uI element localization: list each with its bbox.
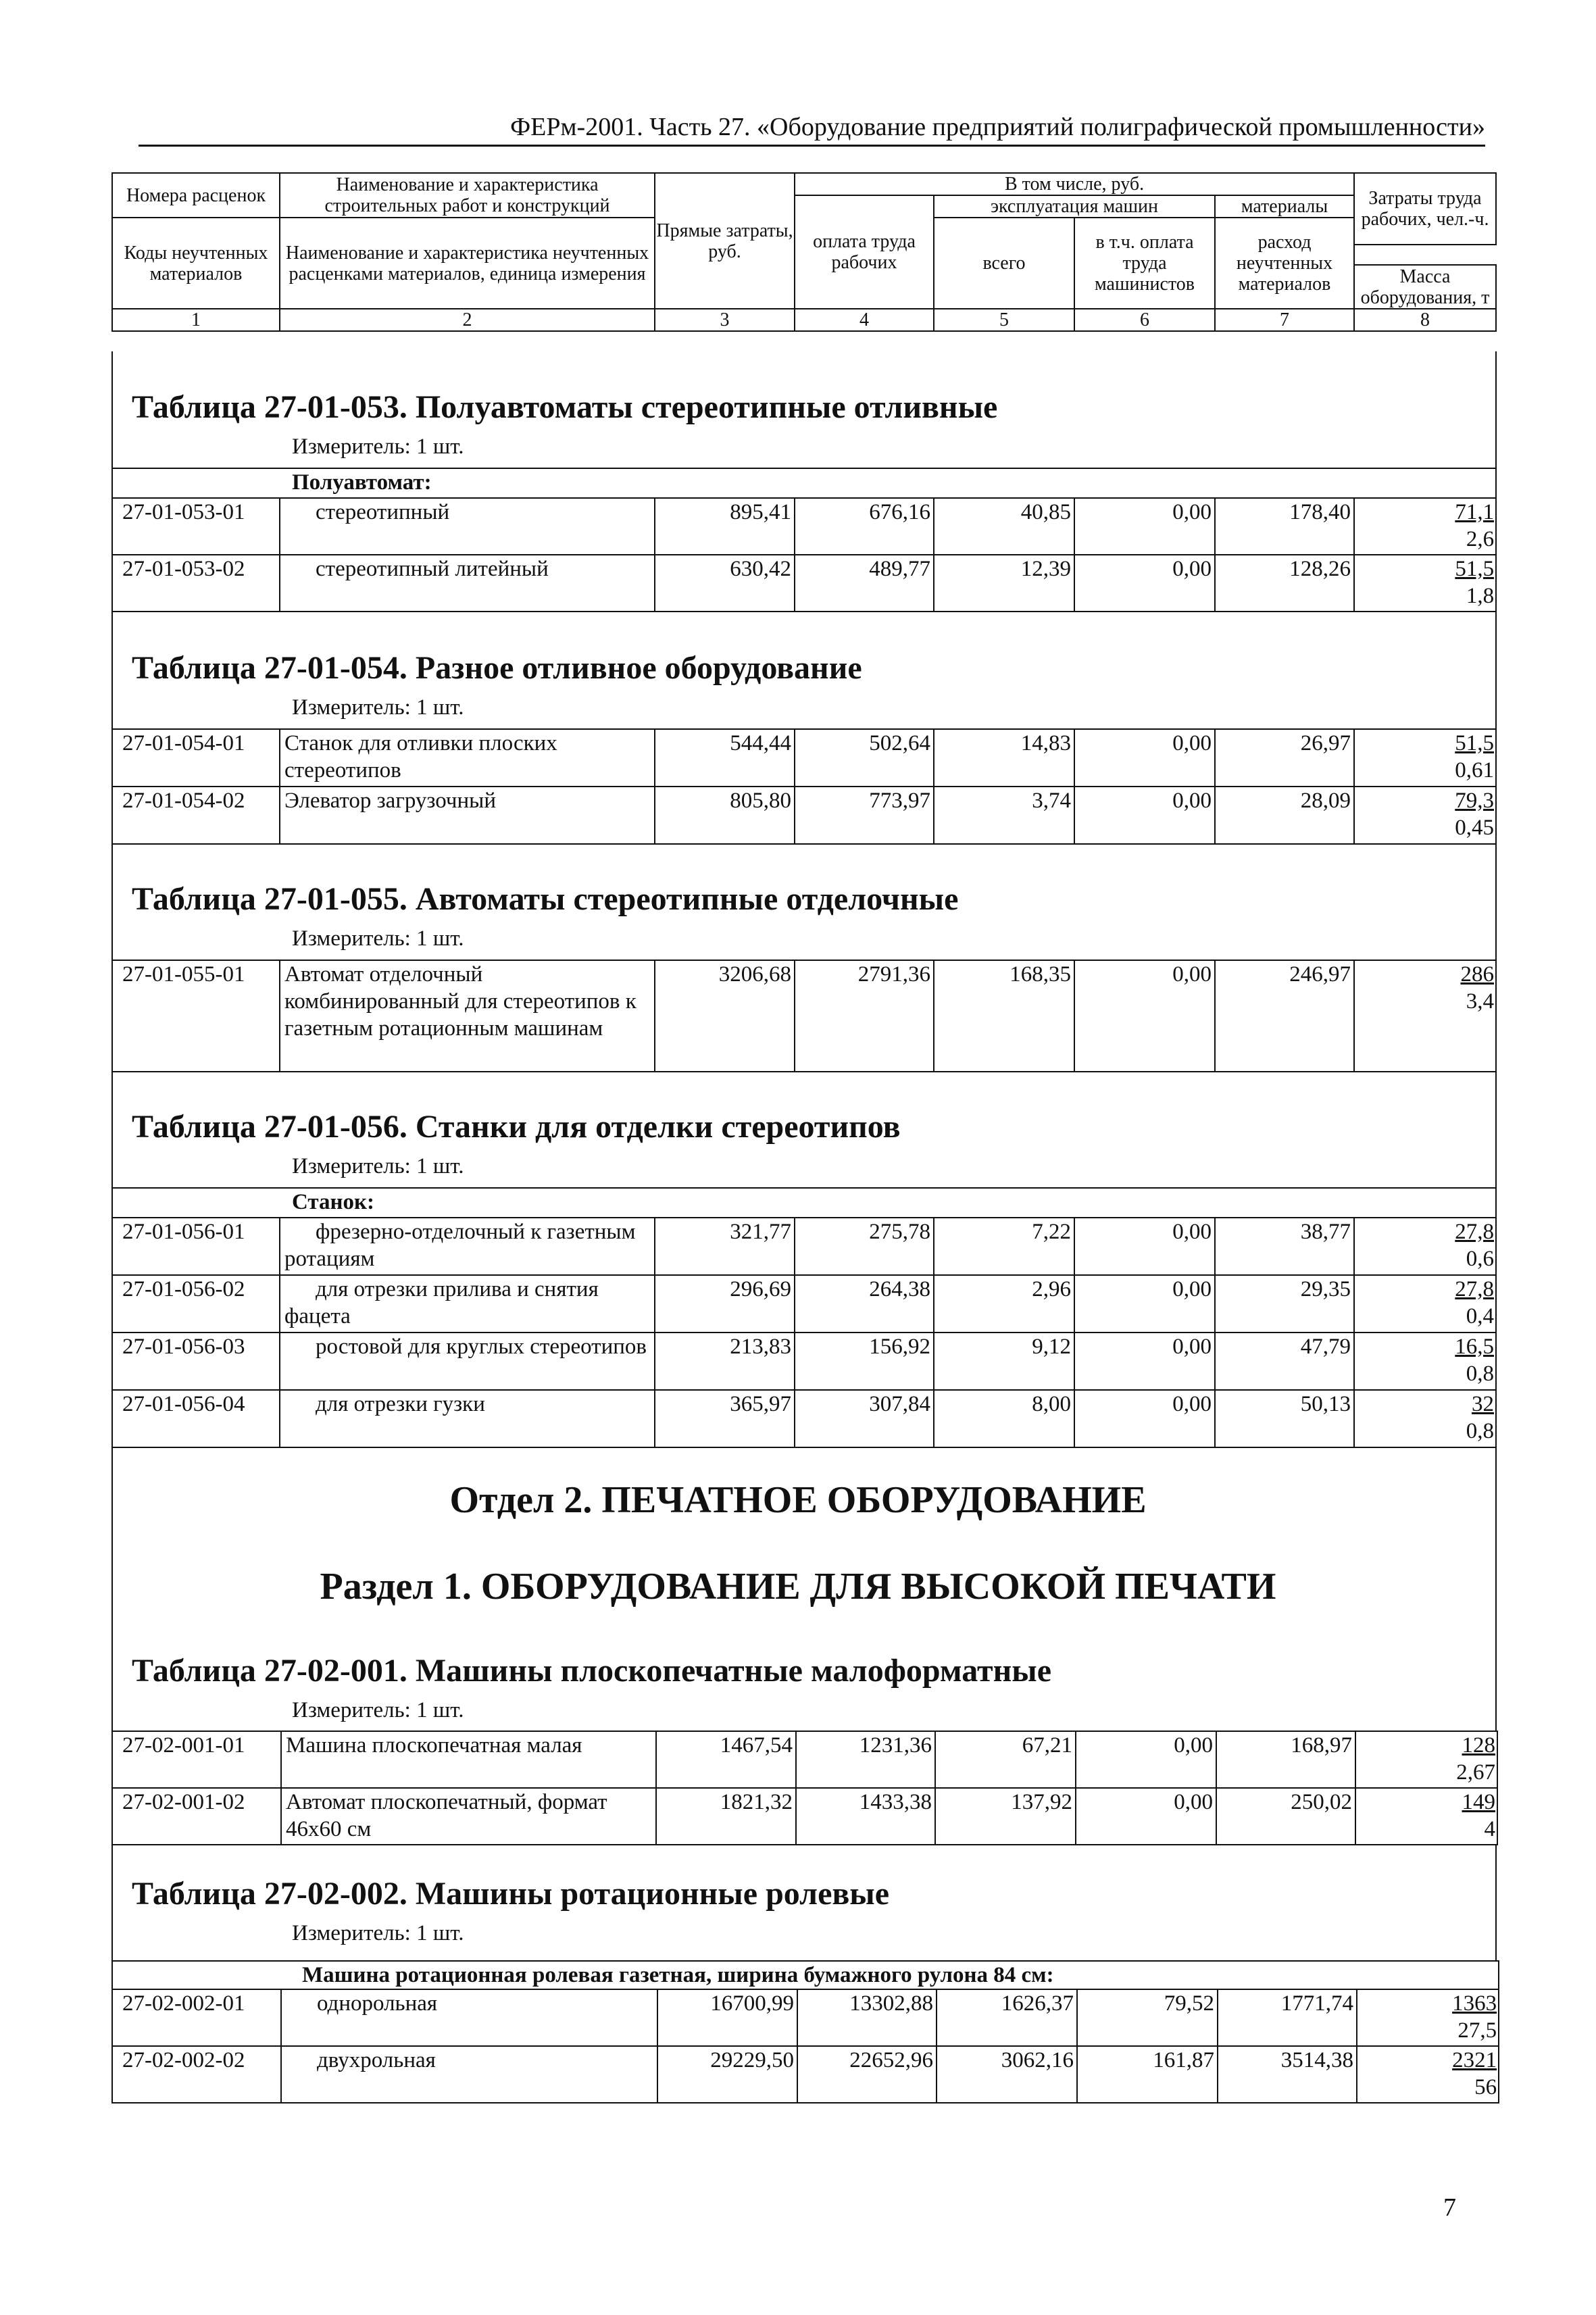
machine-cost: 1626,37 [937,1989,1077,2046]
group-header: В том числе, руб. [795,173,1354,195]
table-row [112,960,1496,1072]
machine-cost: 67,21 [935,1731,1076,1788]
equipment-mass: 0,8 [1466,1419,1495,1443]
table-title: Таблица 27-01-056. Станки для отделки стереотипов [132,1109,901,1145]
price-table [111,1960,1499,2104]
col-1a-header: Номера расценок [112,173,280,218]
rate-code: 27-01-056-02 [112,1275,280,1333]
machinist-labor-cost: 0,00 [1074,960,1215,1072]
materials-cost: 29,35 [1215,1275,1354,1333]
table-title-block [111,1844,1497,1960]
materials-cost: 128,26 [1215,555,1354,612]
materials-cost: 3514,38 [1218,2046,1357,2103]
table-title-block [111,1071,1497,1187]
table-title: Таблица 27-01-053. Полуавтоматы стереотипные отливные [132,389,998,425]
machinist-labor-cost: 0,00 [1074,1218,1215,1275]
machinist-labor-cost: 0,00 [1074,498,1215,555]
col-number: 5 [934,309,1074,331]
materials-subheader: материалы [1215,195,1354,218]
department-heading: Отдел 2. ПЕЧАТНОЕ ОБОРУДОВАНИЕ [449,1479,1147,1521]
rate-name: Автомат плоскопечатный, формат 46х60 см [281,1788,656,1845]
direct-cost: 544,44 [655,729,795,787]
table-title-block [111,351,1497,468]
measure-unit: Измеритель: 1 шт. [292,434,464,459]
materials-cost: 178,40 [1215,498,1354,555]
price-table [111,468,1497,612]
rate-name: для отрезки прилива и снятия фацета [280,1275,655,1333]
labor-cost: 489,77 [795,555,934,612]
price-table [111,728,1497,845]
labor-cost: 307,84 [795,1390,934,1447]
measure-unit: Измеритель: 1 шт. [292,1921,464,1945]
col-number: 3 [655,309,795,331]
labor-cost: 13302,88 [797,1989,937,2046]
direct-cost: 895,41 [655,498,795,555]
table-row [112,1788,1497,1845]
rate-name: стереотипный литейный [280,555,655,612]
machinist-labor-cost: 79,52 [1077,1989,1218,2046]
group-label: Станок: [112,1188,1496,1218]
table-title: Таблица 27-01-055. Автоматы стереотипные отделочные [132,881,959,917]
direct-cost: 1467,54 [656,1731,796,1788]
rate-code: 27-01-054-02 [112,787,280,844]
table-row [112,2046,1499,2103]
labor-hours: 27,8 [1455,1277,1495,1301]
measure-unit: Измеритель: 1 шт. [292,1698,464,1722]
rate-code: 27-02-002-02 [112,2046,281,2103]
machine-cost: 168,35 [934,960,1074,1072]
labor-cost: 1433,38 [796,1788,935,1845]
direct-cost: 805,80 [655,787,795,844]
col-number: 7 [1215,309,1354,331]
equipment-mass: 2,6 [1466,527,1495,551]
machinist-labor-cost: 0,00 [1076,1731,1216,1788]
rate-code: 27-02-001-02 [112,1788,281,1845]
machine-cost: 9,12 [934,1333,1074,1390]
table-row [112,1218,1496,1275]
materials-cost: 168,97 [1216,1731,1355,1788]
col-number: 2 [280,309,655,331]
materials-cost: 47,79 [1215,1333,1354,1390]
price-table [111,960,1497,1072]
col-number: 8 [1354,309,1496,331]
labor-hours: 51,5 [1455,557,1495,581]
col-number: 4 [795,309,934,331]
rate-name: двухрольная [281,2046,657,2103]
col-8a-header: Затраты труда рабочих, чел.-ч. [1354,173,1496,245]
rate-name: Станок для отливки плоских стереотипов [280,729,655,787]
labor-cost: 22652,96 [797,2046,937,2103]
rate-code: 27-01-056-01 [112,1218,280,1275]
col-5-header: всего [934,218,1074,309]
labor-hours: 79,3 [1455,789,1494,813]
rate-code: 27-01-054-01 [112,729,280,787]
rate-name: для отрезки гузки [280,1390,655,1447]
table-title: Таблица 27-01-054. Разное отливное оборудование [132,650,862,686]
machinist-labor-cost: 0,00 [1074,1333,1215,1390]
table-title-block [111,1644,1497,1731]
materials-cost: 1771,74 [1218,1989,1357,2046]
machine-cost: 40,85 [934,498,1074,555]
price-table [111,1731,1498,1845]
labor-cost: 264,38 [795,1275,934,1333]
rate-code: 27-01-056-04 [112,1390,280,1447]
col-3-header: Прямые затраты, руб. [655,173,795,309]
direct-cost: 365,97 [655,1390,795,1447]
table-row [112,1333,1496,1390]
equipment-mass: 0,6 [1466,1247,1495,1271]
machine-cost: 8,00 [934,1390,1074,1447]
labor-cost: 502,64 [795,729,934,787]
col-1b-header: Коды неучтенных материалов [112,218,280,309]
labor-cost: 156,92 [795,1333,934,1390]
equipment-mass: 0,4 [1466,1304,1495,1328]
table-row [112,1390,1496,1447]
direct-cost: 630,42 [655,555,795,612]
direct-cost: 213,83 [655,1333,795,1390]
machine-cost: 7,22 [934,1218,1074,1275]
equipment-mass: 2,67 [1456,1760,1495,1785]
section-heading: Раздел 1. ОБОРУДОВАНИЕ ДЛЯ ВЫСОКОЙ ПЕЧАТИ [320,1566,1276,1608]
page-number: 7 [1443,2193,1456,2222]
equipment-mass: 27,5 [1457,2018,1497,2043]
machinist-labor-cost: 0,00 [1074,729,1215,787]
table-row [112,787,1496,844]
rate-code: 27-02-001-01 [112,1731,281,1788]
direct-cost: 16700,99 [657,1989,797,2046]
machinist-labor-cost: 161,87 [1077,2046,1218,2103]
machine-cost: 14,83 [934,729,1074,787]
equipment-mass: 3,4 [1466,989,1494,1014]
table-row [112,729,1496,787]
labor-hours: 27,8 [1455,1220,1495,1244]
col-2a-header: Наименование и характеристика строительных работ и конструкций [280,173,655,218]
measure-unit: Измеритель: 1 шт. [292,1154,464,1178]
direct-cost: 3206,68 [655,960,795,1072]
col-number: 6 [1074,309,1215,331]
table-row [112,498,1496,555]
rate-name: ростовой для круглых стереотипов [280,1333,655,1390]
col-number: 1 [112,309,280,331]
labor-cost: 773,97 [795,787,934,844]
machines-subheader: эксплуатация машин [934,195,1215,218]
machine-cost: 137,92 [935,1788,1076,1845]
direct-cost: 296,69 [655,1275,795,1333]
table-title-block [111,843,1497,960]
rate-name: однорольная [281,1989,657,2046]
rate-code: 27-01-053-02 [112,555,280,612]
machine-cost: 2,96 [934,1275,1074,1333]
equipment-mass: 1,8 [1466,584,1495,608]
machine-cost: 3062,16 [937,2046,1077,2103]
equipment-mass: 0,8 [1466,1362,1495,1386]
table-row [112,1989,1499,2046]
machinist-labor-cost: 0,00 [1076,1788,1216,1845]
labor-cost: 676,16 [795,498,934,555]
rate-name: Элеватор загрузочный [280,787,655,844]
materials-cost: 246,97 [1215,960,1354,1072]
materials-cost: 50,13 [1215,1390,1354,1447]
equipment-mass: 56 [1474,2075,1497,2099]
table-title-block [111,612,1497,728]
table-row [112,1275,1496,1333]
table-title: Таблица 27-02-002. Машины ротационные ролевые [132,1876,890,1912]
group-label: Полуавтомат: [112,468,1496,498]
col-7-header: расход неучтенных материалов [1215,218,1354,309]
equipment-mass: 0,45 [1455,816,1494,840]
labor-cost: 275,78 [795,1218,934,1275]
labor-hours: 32 [1472,1392,1495,1416]
materials-cost: 28,09 [1215,787,1354,844]
rate-code: 27-01-056-03 [112,1333,280,1390]
table-row [112,555,1496,612]
equipment-mass: 4 [1484,1817,1495,1841]
labor-hours: 149 [1462,1790,1495,1814]
table-title: Таблица 27-02-001. Машины плоскопечатные малоформатные [132,1653,1052,1689]
labor-hours: 51,5 [1455,731,1494,755]
rate-name: Автомат отделочный комбинированный для стереотипов к газетным ротационным машинам [280,960,655,1072]
labor-hours: 128 [1462,1733,1495,1758]
labor-cost: 1231,36 [796,1731,935,1788]
labor-hours: 2321 [1452,2048,1497,2072]
col-8b-header: Масса оборудования, т [1354,265,1496,309]
machinist-labor-cost: 0,00 [1074,555,1215,612]
labor-hours: 286 [1460,962,1494,987]
rate-name: Машина плоскопечатная малая [281,1731,656,1788]
rate-code: 27-02-002-01 [112,1989,281,2046]
direct-cost: 321,77 [655,1218,795,1275]
machinist-labor-cost: 0,00 [1074,787,1215,844]
labor-hours: 71,1 [1455,500,1495,524]
direct-cost: 1821,32 [656,1788,796,1845]
labor-hours: 16,5 [1455,1335,1495,1359]
labor-cost: 2791,36 [795,960,934,1072]
measure-unit: Измеритель: 1 шт. [292,695,464,720]
materials-cost: 26,97 [1215,729,1354,787]
materials-cost: 38,77 [1215,1218,1354,1275]
machine-cost: 3,74 [934,787,1074,844]
machinist-labor-cost: 0,00 [1074,1275,1215,1333]
running-header: ФЕРм-2001. Часть 27. «Оборудование предприятий полиграфической промышленности» [510,113,1485,141]
materials-cost: 250,02 [1216,1788,1355,1845]
col-4-header: оплата труда рабочих [795,195,934,309]
rate-name: фрезерно-отделочный к газетным ротациям [280,1218,655,1275]
col-6-header: в т.ч. оплата труда машинистов [1074,218,1215,309]
machine-cost: 12,39 [934,555,1074,612]
price-table [111,1187,1497,1448]
group-label: Машина ротационная ролевая газетная, ширина бумажного рулона 84 см: [112,1961,1499,1989]
col-2b-header: Наименование и характеристика неучтенных расценками материалов, единица измерения [280,218,655,309]
machinist-labor-cost: 0,00 [1074,1390,1215,1447]
rate-name: стереотипный [280,498,655,555]
direct-cost: 29229,50 [657,2046,797,2103]
rate-code: 27-01-055-01 [112,960,280,1072]
header-rule [139,145,1485,147]
rate-code: 27-01-053-01 [112,498,280,555]
column-header-table [111,172,1497,332]
measure-unit: Измеритель: 1 шт. [292,926,464,951]
labor-hours: 1363 [1452,1991,1497,2016]
equipment-mass: 0,61 [1455,758,1494,782]
table-row [112,1731,1497,1788]
